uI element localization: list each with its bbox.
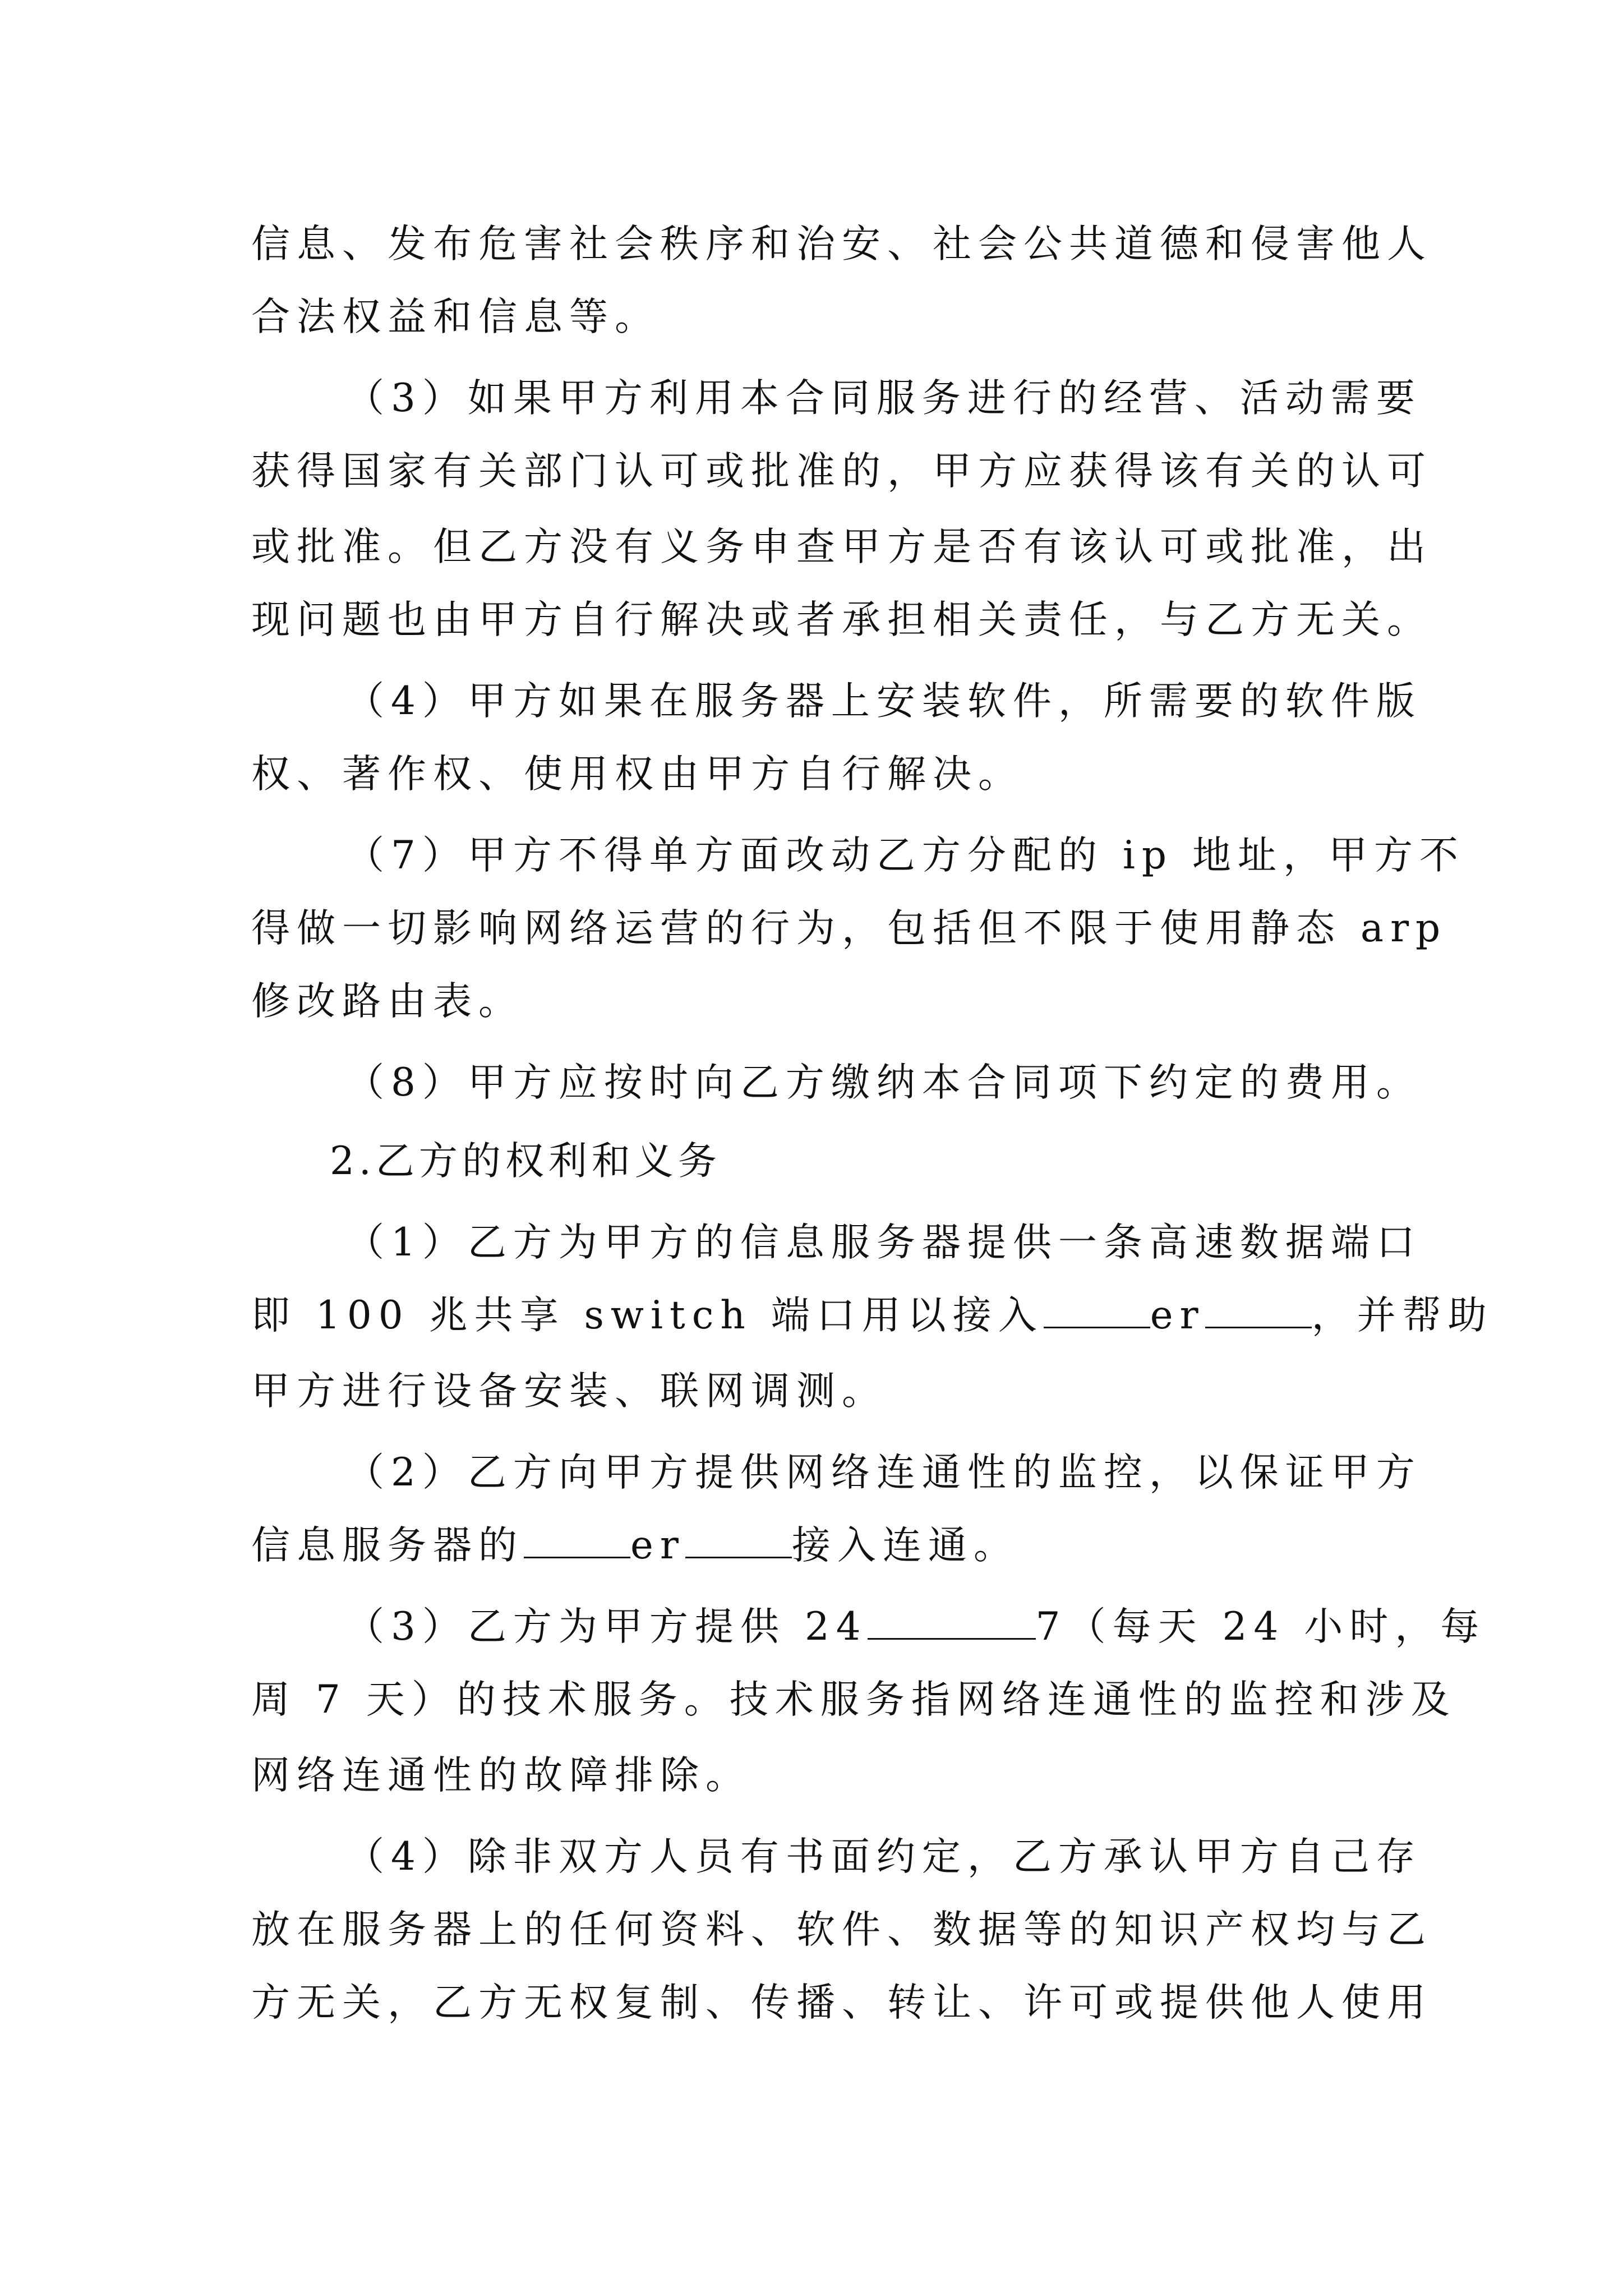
- paragraph-start: （4）除非双方人员有书面约定，乙方承认甲方自己存: [345, 1834, 1422, 1879]
- text-line: 得做一切影响网络运营的行为，包括但不限于使用静态 arp: [251, 906, 1447, 951]
- text-segment: ，并帮助: [1311, 1293, 1493, 1338]
- text-line: [251, 1282, 1493, 1349]
- text-line: 网络连通性的故障排除。: [251, 1753, 751, 1798]
- text-line: 放在服务器上的任何资料、软件、数据等的知识产权均与乙: [251, 1907, 1432, 1952]
- fill-in-blank: [868, 1604, 1036, 1640]
- fill-in-blank: [1044, 1293, 1150, 1328]
- paragraph-start: （8）甲方应按时向乙方缴纳本合同项下约定的费用。: [345, 1060, 1422, 1105]
- text-line: 方无关，乙方无权复制、传播、转让、许可或提供他人使用: [251, 1980, 1432, 2025]
- text-line: 现问题也由甲方自行解决或者承担相关责任，与乙方无关。: [251, 597, 1432, 642]
- fill-in-blank: [685, 1523, 792, 1558]
- text-segment: （3）乙方为甲方提供 24: [345, 1604, 868, 1649]
- text-segment: 即 100 兆共享 switch 端口用以接入: [251, 1293, 1044, 1338]
- text-line: [251, 1512, 1019, 1579]
- text-line: 权、著作权、使用权由甲方自行解决。: [251, 752, 1023, 797]
- paragraph-start: [345, 1593, 1486, 1660]
- text-segment: er: [1150, 1293, 1205, 1338]
- fill-in-blank: [524, 1523, 630, 1558]
- paragraph-start: （3）如果甲方利用本合同服务进行的经营、活动需要: [345, 376, 1422, 421]
- paragraph-start: （7）甲方不得单方面改动乙方分配的 ip 地址，甲方不: [345, 833, 1465, 878]
- text-line: 周 7 天）的技术服务。技术服务指网络连通性的监控和涉及: [251, 1677, 1456, 1722]
- text-segment: 7（每天 24 小时，每: [1035, 1604, 1486, 1649]
- paragraph-start: （4）甲方如果在服务器上安装软件，所需要的软件版: [345, 679, 1422, 724]
- fill-in-blank: [1205, 1293, 1312, 1328]
- text-line: 或批准。但乙方没有义务申查甲方是否有该认可或批准，出: [251, 524, 1432, 569]
- section-heading: 2.乙方的权利和义务: [330, 1139, 721, 1184]
- text-line: 信息、发布危害社会秩序和治安、社会公共道德和侵害他人: [251, 222, 1432, 266]
- paragraph-start: （1）乙方为甲方的信息服务器提供一条高速数据端口: [345, 1220, 1422, 1265]
- text-line: 甲方进行设备安装、联网调测。: [251, 1369, 887, 1414]
- paragraph-start: （2）乙方向甲方提供网络连通性的监控，以保证甲方: [345, 1450, 1422, 1495]
- text-line: 修改路由表。: [251, 979, 524, 1024]
- text-line: 获得国家有关部门认可或批准的，甲方应获得该有关的认可: [251, 449, 1432, 494]
- text-segment: 接入连通。: [791, 1523, 1019, 1568]
- text-line: 合法权益和信息等。: [251, 295, 660, 339]
- text-segment: 信息服务器的: [251, 1523, 524, 1568]
- text-segment: er: [630, 1523, 685, 1568]
